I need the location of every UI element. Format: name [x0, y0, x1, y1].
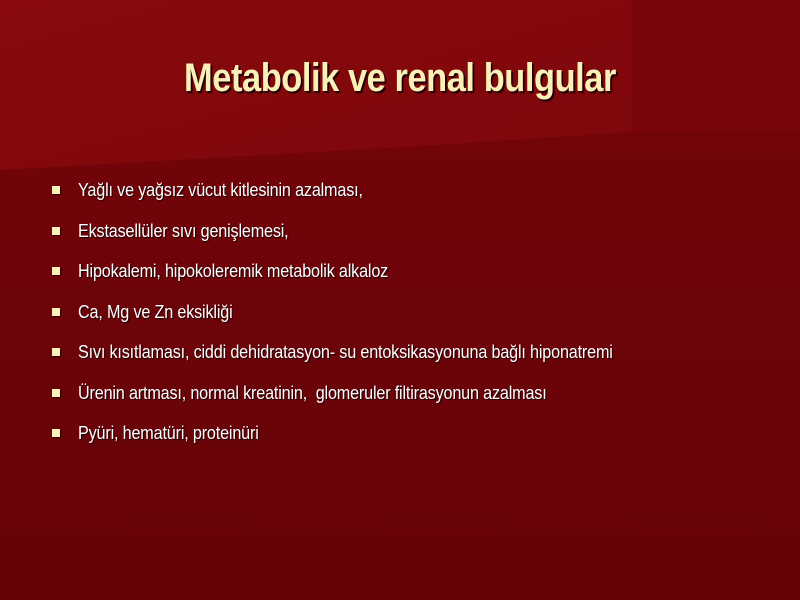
square-bullet-icon — [52, 186, 60, 194]
list-item — [52, 421, 772, 462]
list-item — [52, 259, 772, 300]
square-bullet-icon — [52, 308, 60, 316]
square-bullet-icon — [52, 348, 60, 356]
bullet-text: Pyüri, hematüri, proteinüri — [78, 423, 259, 443]
list-item — [52, 340, 772, 381]
bullet-text: Ekstasellüler sıvı genişlemesi, — [78, 220, 289, 241]
list-item — [52, 178, 772, 219]
bullet-text: Ürenin artması, normal kreatinin, glomeruler filtirasyonun azalması — [78, 382, 547, 403]
square-bullet-icon — [52, 429, 60, 437]
bullet-text: Ca, Mg ve Zn eksikliği — [78, 301, 233, 322]
list-item — [52, 219, 772, 260]
square-bullet-icon — [52, 267, 60, 275]
square-bullet-icon — [52, 227, 60, 235]
square-bullet-icon — [52, 389, 60, 397]
bullet-text: Sıvı kısıtlaması, ciddi dehidratasyon- su entoksikasyonuna bağlı hiponatremi — [78, 342, 613, 362]
bullet-list — [52, 178, 772, 462]
bullet-text: Hipokalemi, hipokoleremik metabolik alkaloz — [78, 261, 389, 281]
slide-title: Metabolik ve renal bulgular — [184, 56, 616, 100]
list-item — [52, 300, 772, 341]
bullet-text: Yağlı ve yağsız vücut kitlesinin azalması, — [78, 180, 363, 200]
list-item — [52, 381, 772, 422]
